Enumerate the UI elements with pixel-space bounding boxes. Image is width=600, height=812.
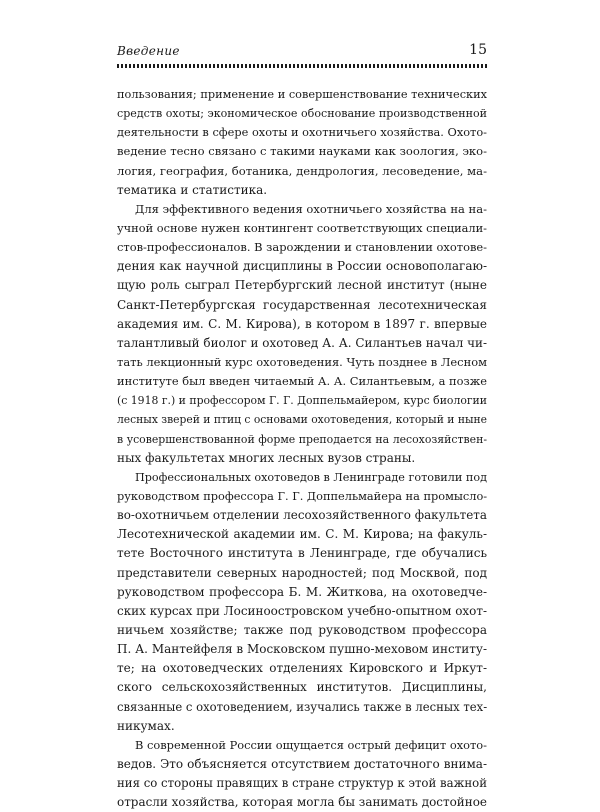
body-text [117,85,487,812]
text-line: пользования; применение и совершенствование технических [117,88,487,101]
text-line: в усовершенствованной форме преподается на лесохозяйствен- [117,432,487,446]
text-line: ных факультетах многих лесных вузов страны. [117,450,416,465]
text-line: академия им. С. М. Кирова), в котором в 1897 г. впервые [117,316,487,331]
text-line: дения как научной дисциплины в России основополагаю- [117,259,487,274]
text-line: ских курсах при Лосиноостровском учебно-опытном охот- [117,603,487,618]
page-number: 15 [469,42,487,58]
text-line: руководством профессора Б. М. Житкова, на охотоведче- [117,584,487,599]
text-line: деятельности в сфере охоты и охотничьего хозяйства. Охото- [117,125,487,140]
text-line: ведение тесно связано с такими науками как зоология, эко- [117,144,487,159]
text-line: средств охоты; экономическое обоснование производственной [117,107,487,121]
text-line: ведов. Это объясняется отсутствием достаточного внима- [117,756,487,771]
text-line: Санкт-Петербургская государственная лесотехническая [117,297,487,312]
text-line: П. А. Мантейфеля в Московском пушно-меховом институ- [117,642,487,657]
text-line: связанные с охотоведением, изучались также в лесных тех- [117,699,488,714]
text-line: тете Восточного института в Ленинграде, где обучались [117,546,487,561]
text-line: учной основе нужен контингент соответствующих специали- [117,220,487,235]
text-line: лесных зверей и птиц с основами охотоведения, который и ныне [117,413,487,427]
text-line: В современной России ощущается острый дефицит охото- [135,737,487,752]
text-line: отрасли хозяйства, которая могла бы занимать достойное [117,795,487,810]
text-line: руководством профессора Г. Г. Доппельмайера на промысло- [117,488,488,503]
text-line: (с 1918 г.) и профессором Г. Г. Доппельмайером, курс биологии [117,394,487,408]
header-rule [117,64,487,68]
text-line: Лесотехнической академии им. С. М. Кирова; на факуль- [117,527,487,542]
text-line: во-охотничьем отделении лесохозяйственного факультета [117,508,487,523]
running-header [117,42,487,64]
text-line: ского сельскохозяйственных институтов. Дисциплины, [117,680,487,695]
text-line: щую роль сыграл Петербургский лесной институт (ныне [117,278,487,293]
text-line: талантливый биолог и охотовед А. А. Силантьев начал чи- [117,335,487,350]
text-line: ния со стороны правящих в стране структур к этой важной [117,776,487,791]
text-line: никумах. [117,718,175,733]
text-line: представители северных народностей; под Москвой, под [117,565,487,580]
text-line: те; на охотоведческих отделениях Кировского и Иркут- [117,661,487,676]
text-line: тать лекционный курс охотоведения. Чуть позднее в Лесном [117,354,487,369]
text-line: тематика и статистика. [117,182,268,197]
text-line: логия, география, ботаника, дендрология, лесоведение, ма- [117,163,487,178]
text-line: Для эффективного ведения охотничьего хозяйства на на- [135,201,487,216]
text-line: ничьем хозяйстве; также под руководством профессора [117,622,487,637]
text-line: институте был введен читаемый А. А. Силантьевым, а позже [117,374,487,389]
text-line: стов-профессионалов. В зарождении и становлении охотове- [117,240,488,255]
text-line: Профессиональных охотоведов в Ленинграде готовили под [135,470,487,484]
chapter-title: Введение [117,44,180,58]
